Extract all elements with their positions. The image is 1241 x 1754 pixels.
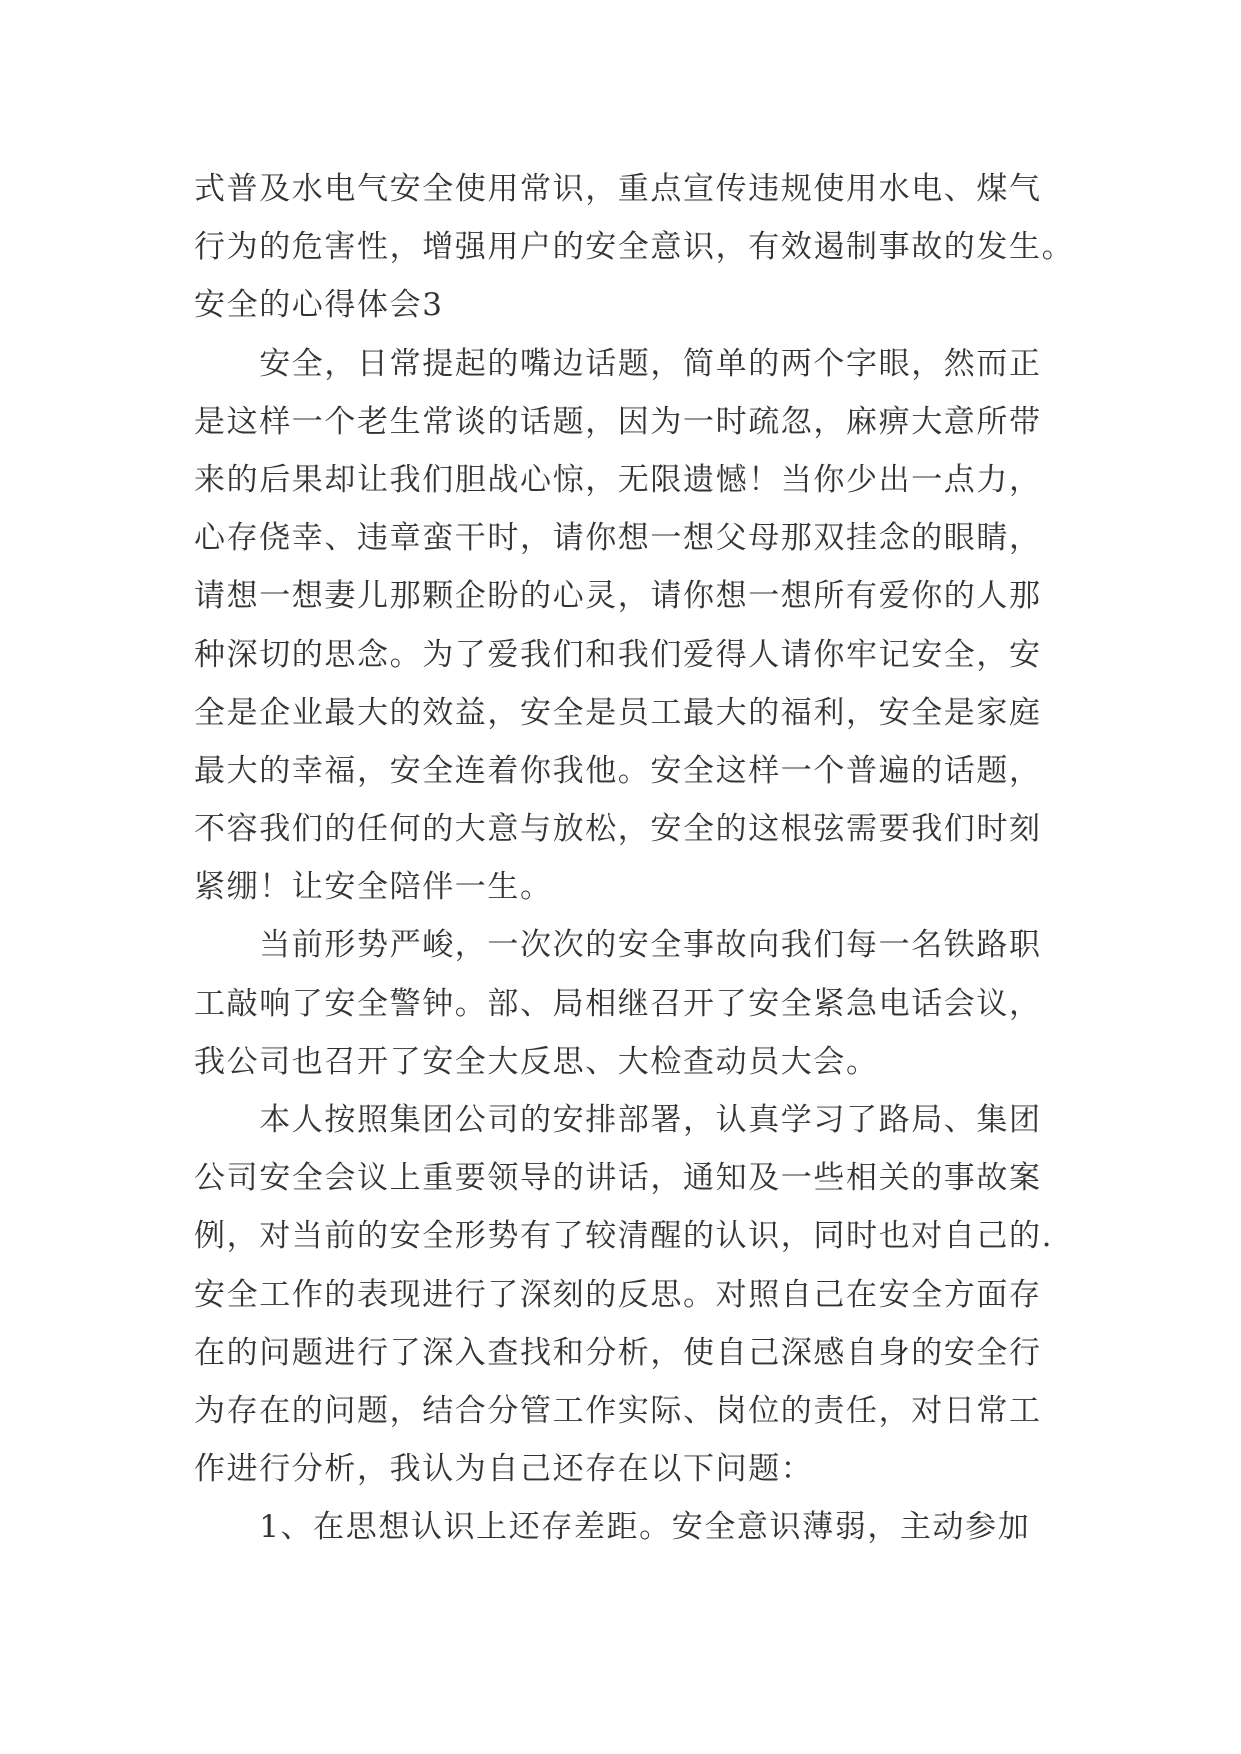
text-line: 在的问题进行了深入查找和分析，使自己深感自身的安全行: [194, 1334, 1042, 1371]
text-line: 是这样一个老生常谈的话题，因为一时疏忽，麻痹大意所带: [194, 403, 1042, 440]
text-line: 作进行分析，我认为自己还存在以下问题：: [194, 1451, 814, 1488]
text-line: 最大的幸福，安全连着你我他。安全这样一个普遍的话题，: [194, 752, 1042, 789]
text-line: 紧绷！让安全陪伴一生。: [194, 869, 553, 906]
text-line: 来的后果却让我们胆战心惊，无限遗憾！当你少出一点力，: [194, 461, 1042, 498]
text-line: 例，对当前的安全形势有了较清醒的认识，同时也对自己的.: [194, 1218, 1054, 1255]
text-line: 请想一想妻儿那颗企盼的心灵，请你想一想所有爱你的人那: [194, 578, 1042, 615]
section-heading: 安全的心得体会3: [194, 287, 444, 324]
text-line: 本人按照集团公司的安排部署，认真学习了路局、集团: [194, 1102, 1042, 1138]
text-line: 全是企业最大的效益，安全是员工最大的福利，安全是家庭: [194, 694, 1042, 731]
text-line: 安全，日常提起的嘴边话题，简单的两个字眼，然而正: [194, 345, 1042, 382]
text-line: 心存侥幸、违章蛮干时，请你想一想父母那双挂念的眼睛，: [194, 520, 1042, 557]
text-line: 不容我们的任何的大意与放松，安全的这根弦需要我们时刻: [194, 811, 1042, 848]
text-line: 公司安全会议上重要领导的讲话，通知及一些相关的事故案: [194, 1160, 1042, 1197]
text-line: 安全工作的表现进行了深刻的反思。对照自己在安全方面存: [194, 1276, 1042, 1313]
text-line: 1、在思想认识上还存差距。安全意识薄弱，主动参加: [194, 1509, 1031, 1546]
text-line: 当前形势严峻，一次次的安全事故向我们每一名铁路职: [194, 927, 1042, 964]
text-line: 行为的危害性，增强用户的安全意识，有效遏制事故的发生。: [194, 229, 1075, 266]
text-line: 式普及水电气安全使用常识，重点宣传违规使用水电、煤气: [194, 171, 1042, 207]
text-line: 工敲响了安全警钟。部、局相继召开了安全紧急电话会议，: [194, 985, 1042, 1022]
document-body: [194, 160, 1075, 1557]
text-line: 种深切的思念。为了爱我们和我们爱得人请你牢记安全，安: [194, 636, 1042, 673]
text-line: 为存在的问题，结合分管工作实际、岗位的责任，对日常工: [194, 1392, 1042, 1429]
text-line: 我公司也召开了安全大反思、大检查动员大会。: [194, 1043, 879, 1080]
